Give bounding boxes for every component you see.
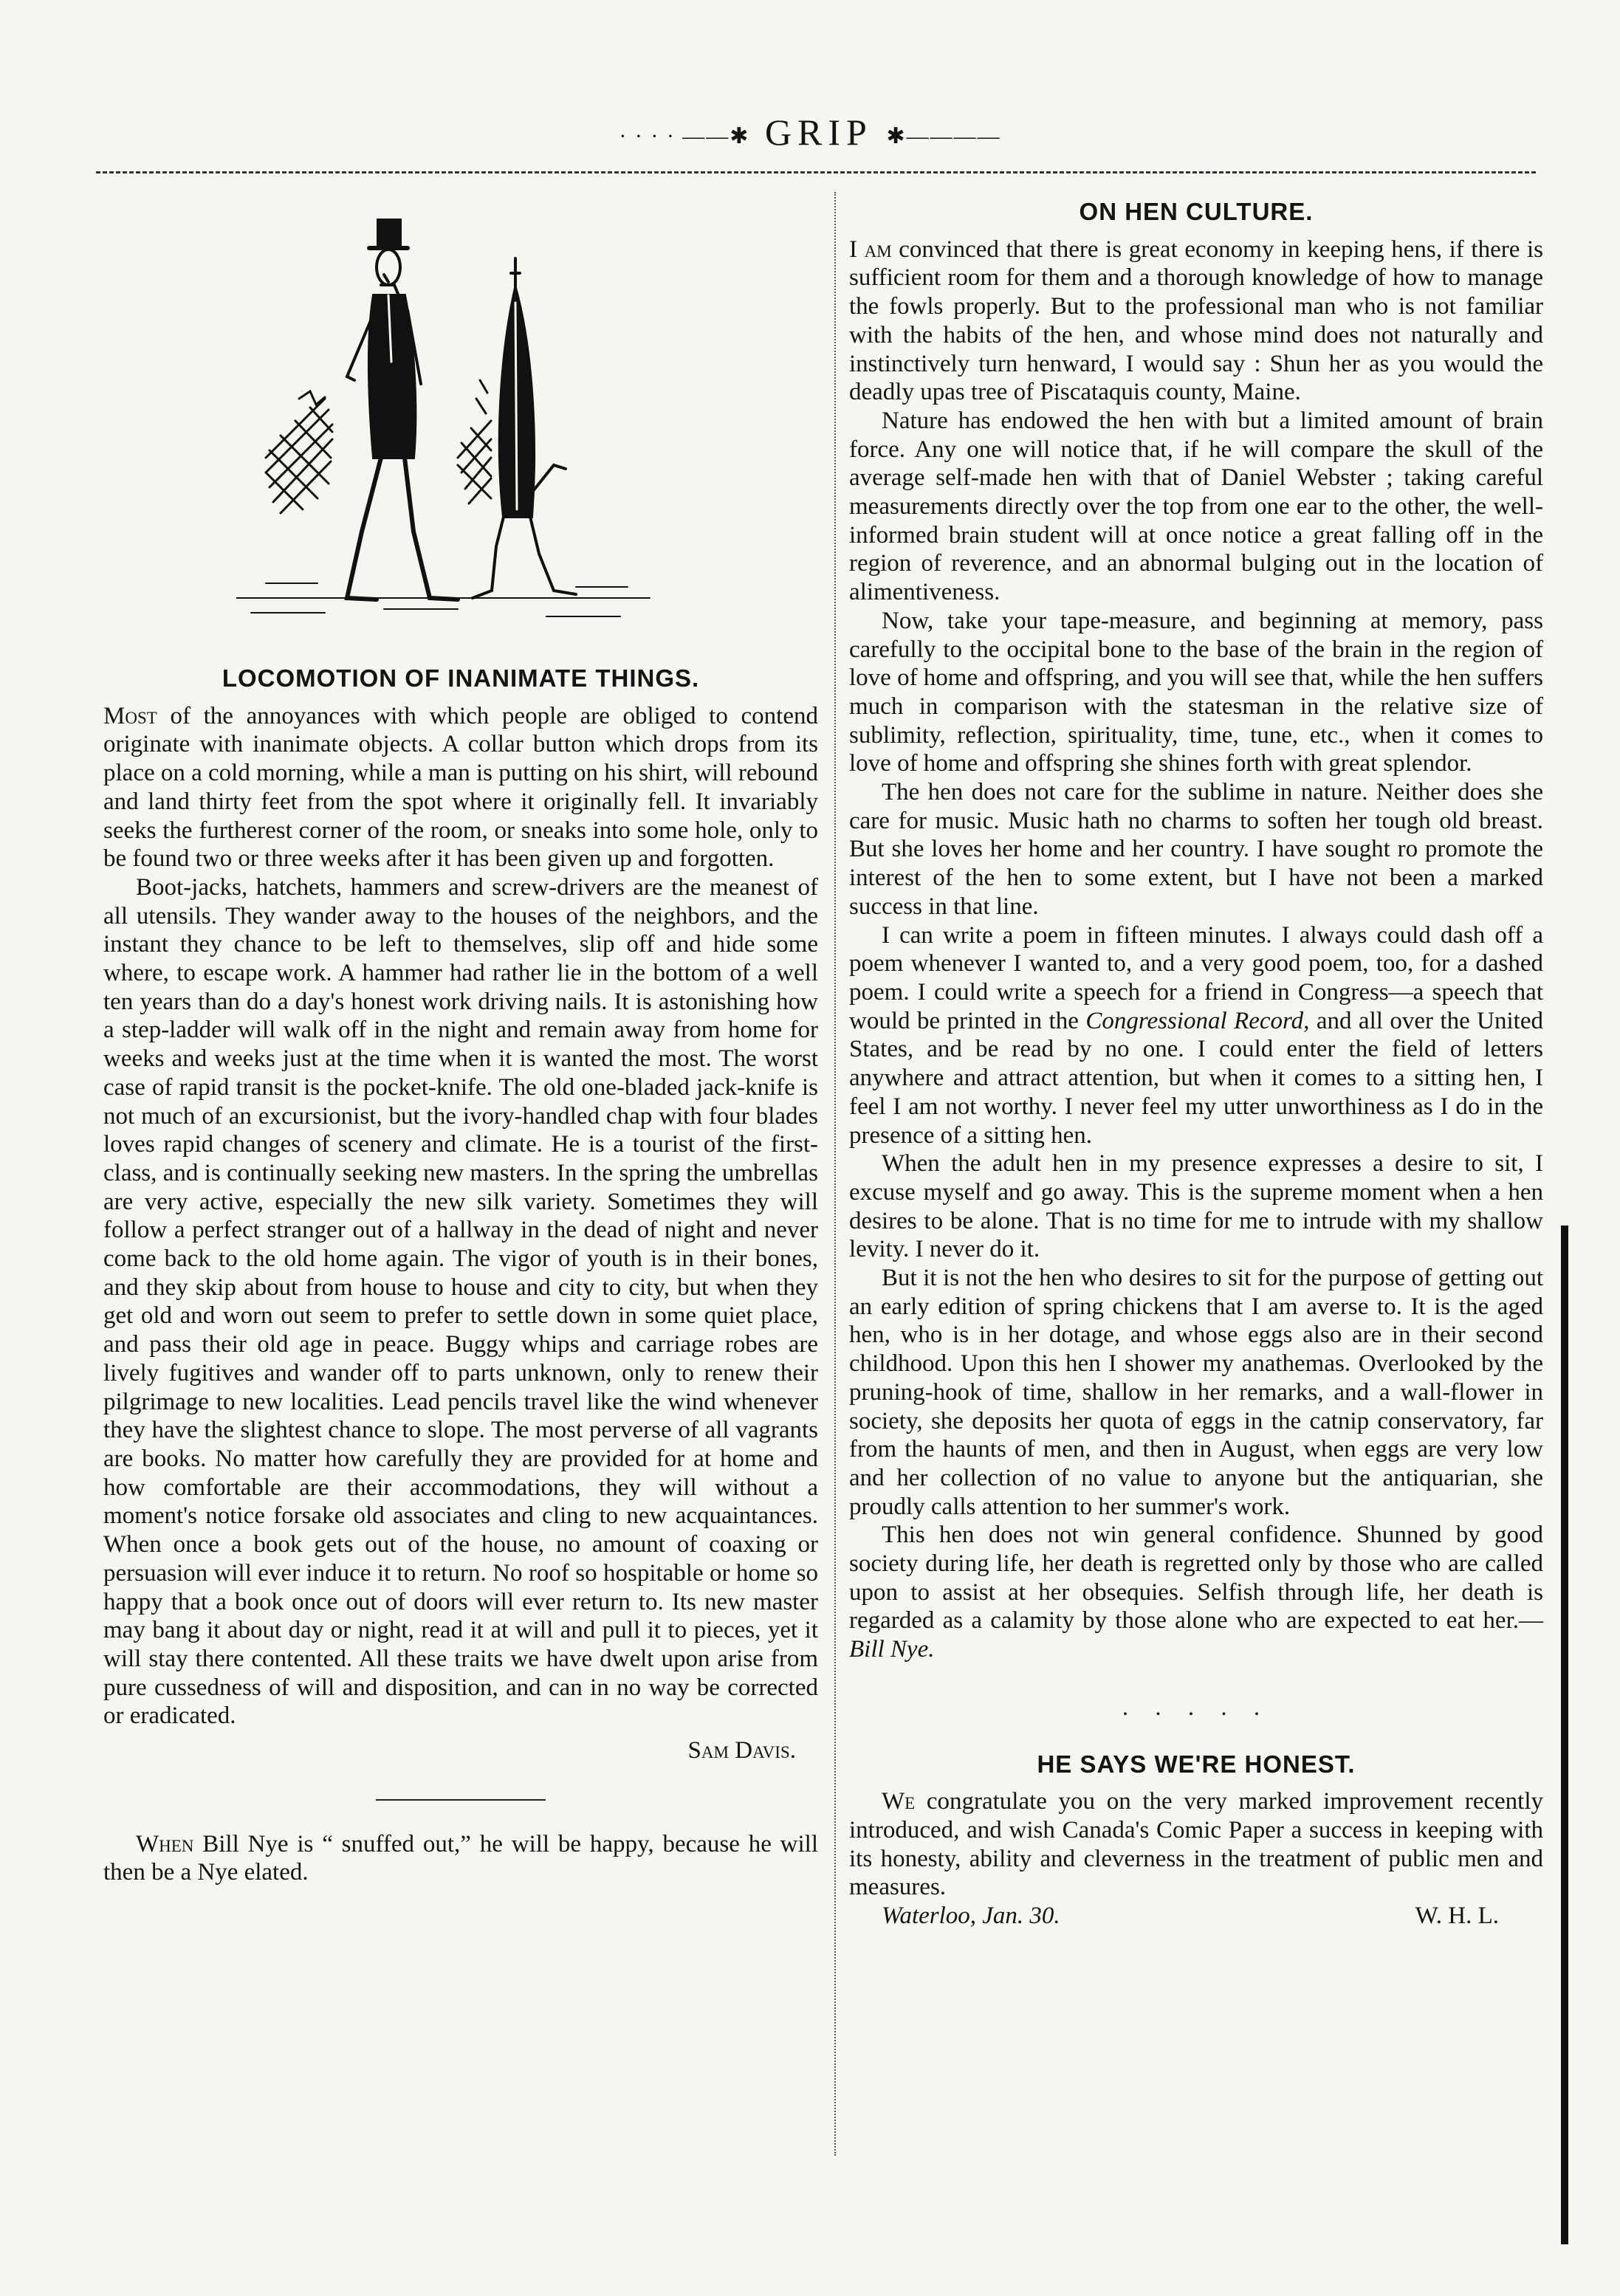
right-lead: I am: [849, 236, 892, 263]
masthead-title: GRIP: [764, 111, 872, 153]
p5-italic: Congressional Record,: [1085, 1007, 1310, 1034]
quip-text: Bill Nye is “ snuffed out,” he will be happy, because he will then be a Nye elated.: [103, 1830, 818, 1886]
masthead-ornament-right: ✱————: [886, 124, 1001, 149]
p9-lead: We: [882, 1788, 916, 1815]
masthead: [0, 111, 1620, 154]
column-divider: [834, 192, 836, 2156]
left-paragraph-2: Boot-jacks, hatchets, hammers and screw-drivers are the meanest of all utensils. They wander away to the houses of the neighbors, and the instant they chance to be left to themselves, slip off and hide some where, to escape work. A hammer had rather lie in the bottom of a well ten years than do a day's honest work driving nails. It is astonishing how a step-ladder will walk off in the night and remain away from home for weeks and weeks just at the time when it is wanted the most. The worst case of rapid transit is the pocket-knife. The old one-bladed jack-knife is not much of an excursionist, but the ivory-handled chap with four blades loves rapid changes of scenery and climate. He is a tourist of the first-class, and is continually seeking new masters. In the spring the umbrellas are very active, especially the new silk variety. Sometimes they will follow a perfect stranger out of a hallway in the dead of night and never come back to the old home again. The vigor of youth is in their bones, and they skip about from house to house and city to city, but when they get old and worn out seem to prefer to settle down in some quiet place, and pass their old age in peace. Buggy whips and carriage robes are lively fugitives and wander off to parts unknown, only to renew their pilgrimage to new localities. Lead pencils travel like the wind whenever they have the slightest chance to slope. The most perverse of all vagrants are books. No matter how carefully they are provided for at home and how comfortable are their accommodations, they will without a moment's notice forsake old associates and cling to new acquaintances. When once a book gets out of the house, no amount of coaxing or persuasion will ever induce it to return. No roof so hospitable or home so happy that a book once out of doors will ever return to. Its new master may bang it about day or night, read it at will and pull it to pieces, yet it will stay there contented. All these traits we have dwelt upon arise from pure cussedness of will and disposition, and can in no way be corrected or eradicated.: [103, 873, 818, 1730]
left-paragraph-1-text: of the annoyances with which people are obliged to contend originate with inanimate objects. A collar button which drops from its place on a cold morning, while a man is putting on his shirt, will rebound and land thirty feet from the spot where it originally fell. It invariably seeks the furtherest corner of the room, or sneaks into some hole, only to be found two or three weeks after it has been given up and forgotten.: [103, 702, 818, 873]
hatching-left: [266, 391, 332, 513]
second-headline: HE SAYS WE'RE HONEST.: [1037, 1750, 1356, 1778]
left-signature: Sam Davis.: [687, 1737, 796, 1764]
drop-lead: Most: [103, 702, 157, 729]
dateline-place: Waterloo, Jan. 30.: [882, 1903, 1060, 1930]
right-paragraph-2: Nature has endowed the hen with but a limited amount of brain force. Any one will notice that, if he will compare the skull of the average self-made hen with that of Daniel Webster ; taking careful measurements directly over the top from one ear to the other, the well-informed brain student will at once notice a great falling off in the region of reverence, and an abnormal bulging out in the location of alimentiveness.: [849, 407, 1543, 606]
p5-text-a: I can write a poem in fifteen minutes. I always could dash off a poem whenever I wanted to, and a very good poem, too, for a dashed poem. I could write a speech for a friend in Congress—a speech that would be printed in the: [849, 921, 1543, 1034]
right-column: [849, 198, 1543, 1931]
quip-paragraph: [103, 1830, 818, 1887]
right-paragraph-8: [849, 1521, 1543, 1664]
p5-text-b: and all over the United States, and be read by no one. I could enter the field of letters anywhere and attract attention, but when it comes to a sitting hen, I feel I am not worthy. I never feel my utter unworthiness as I do in the presence of a sitting hen.: [849, 1007, 1543, 1149]
quip-lead: When: [136, 1830, 194, 1857]
left-paragraph-1: [103, 702, 818, 873]
right-paragraph-5: [849, 921, 1543, 1150]
p8-signature: Bill Nye.: [849, 1636, 935, 1663]
left-headline: LOCOMOTION OF INANIMATE THINGS.: [222, 664, 700, 692]
two-walking-figures-illustration: [236, 214, 797, 657]
p8-text: This hen does not win general confidence. Shunned by good society during life, her death is regretted only by those who are called upon to assist at her obsequies. Selfish through life, her death is regarded as a calamity by those alone who are expected to eat her.—: [849, 1522, 1543, 1635]
right-paragraph-7: But it is not the hen who desires to sit for the purpose of getting out an early edition of spring chickens that I am averse to. It is the aged hen, who is in her dotage, and whose eggs also are in their second childhood. Upon this hen I shower my anathemas. Overlooked by the pruning-hook of time, shallow in her remarks, and a wall-flower in society, she deposits her quota of eggs in the catnip conservatory, far from the haunts of men, and then in August, when eggs are very low and her collection of no value to anyone but the antiquarian, she proudly calls attention to her summer's work.: [849, 1265, 1543, 1520]
walking-umbrella-figure: [473, 258, 576, 598]
hatching-right: [458, 380, 491, 503]
right-headline: ON HEN CULTURE.: [1079, 198, 1314, 225]
section-separator: . . . . .: [1122, 1694, 1271, 1721]
left-column: [103, 664, 818, 1887]
right-paragraph-4: The hen does not care for the sublime in nature. Neither does she care for music. Music hath no charms to soften her tough old breast. But she loves her home and her country. I have sought ro promote the interest of the hen to some extent, but I have not been a marked success in that line.: [849, 779, 1543, 920]
page-edge-shadow: [1561, 1226, 1568, 2244]
right-paragraph-9: [849, 1787, 1543, 1902]
right-paragraph-6: When the adult hen in my presence expresses a desire to sit, I excuse myself and go away. This is the supreme moment when a hen desires to be alone. That is no time for me to intrude with my shallow levity. I never do it.: [849, 1150, 1543, 1263]
p9-text: congratulate you on the very marked improvement recently introduced, and wish Canada's Comic Paper a success in keeping with its honesty, ability and cleverness in the treatment of public men and measures.: [849, 1788, 1543, 1901]
right-paragraph-1: [849, 236, 1543, 407]
dateline-initials: W. H. L.: [1415, 1903, 1499, 1930]
walking-man-figure: [347, 220, 458, 599]
dateline: [849, 1902, 1543, 1931]
right-paragraph-1-text: convinced that there is great economy in keeping hens, if there is sufficient room for them and a thorough knowledge of how to manage the fowls properly. But to the professional man who is not familiar with the habits of the hen, and whose mind does not naturally and instinctively turn henward, I would say : Shun her as you would the deadly upas tree of Piscataquis county, Maine.: [849, 236, 1543, 406]
short-rule: [376, 1799, 546, 1801]
right-paragraph-3: Now, take your tape-measure, and beginning at memory, pass carefully to the occipital bone to the base of the brain in the region of love of home and offspring, and you will see that, while the hen suffers much in comparison with the statesman in the relative size of sublimity, reflection, spirituality, time, tune, etc., when it comes to love of home and offspring she shines forth with great splendor.: [849, 607, 1543, 777]
top-rule: [96, 171, 1536, 173]
masthead-ornament-left: · · · · ——✱: [619, 124, 750, 149]
